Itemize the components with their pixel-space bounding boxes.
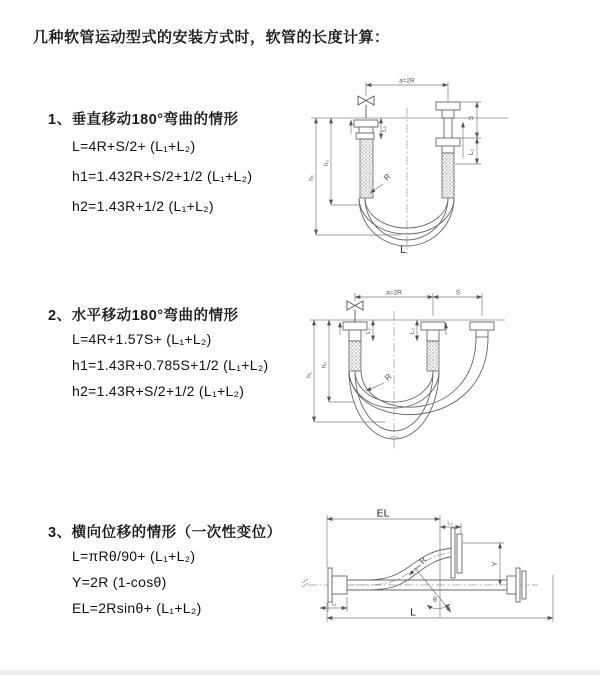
- radius-label: R: [417, 555, 429, 566]
- dim-label-l1: L₁: [365, 328, 372, 334]
- section-2-formula-h1: h1=1.43R+0.785S+1/2 (L₁+L₂): [72, 357, 269, 373]
- radius-leader: [366, 383, 384, 391]
- dim-label-h1: h₁: [308, 175, 315, 181]
- section-1-formula-L: L=4R+S/2+ (L₁+L₂): [72, 138, 196, 154]
- angle-label: θ: [433, 597, 437, 604]
- dim-label-h2: h₂: [323, 159, 330, 167]
- page-bottom-edge: [0, 670, 600, 675]
- section-2-formula-L: L=4R+1.57S+ (L₁+L₂): [72, 331, 212, 347]
- dim-label-y: Y: [490, 561, 499, 567]
- theta-arc: [427, 604, 450, 609]
- section-2-formula-h2: h2=1.43R+S/2+1/2 (L₁+L₂): [72, 383, 245, 399]
- section-1-formula-h2: h2=1.43R+1/2 (L₁+L₂): [72, 198, 214, 214]
- dim-label-l: L: [410, 606, 416, 619]
- radius-label: R: [383, 372, 394, 383]
- dim-label-l2: L₂: [468, 148, 475, 156]
- section-1-heading: 1、垂直移动180°弯曲的情形: [48, 112, 239, 128]
- radius-label: R: [382, 172, 393, 183]
- dim-label-h2: h₂: [321, 361, 328, 369]
- section-3-formula-EL: EL=2Rsinθ+ (L₁+L₂): [72, 600, 202, 616]
- hose-curves: [349, 337, 488, 439]
- section-3-heading: 3、横向位移的情形（一次性变位）: [48, 525, 282, 541]
- dim-label-a2r: a=2R: [399, 77, 415, 85]
- diagram-lateral-displacement: [295, 505, 595, 665]
- valve-icon: [347, 301, 363, 322]
- dim-label-l2: L₂: [409, 327, 416, 335]
- centerline-break-mark: [302, 579, 308, 587]
- dim-label-l1: L₁: [380, 126, 388, 132]
- dim-label-a2r: a=2R: [386, 289, 402, 297]
- valve-icon: [358, 96, 374, 118]
- dim-label-l1: L₁: [331, 601, 337, 608]
- section-3-formula-L: L=πRθ/90+ (L₁+L₂): [72, 548, 196, 564]
- dimension-lines: [314, 293, 482, 422]
- diagram-vertical-180-bend: [303, 72, 583, 257]
- section-1-formula-h1: h1=1.432R+S/2+1/2 (L₁+L₂): [72, 168, 253, 184]
- page-title: 几种软管运动型式的安装方式时，软管的长度计算：: [33, 29, 390, 46]
- diagram-horizontal-180-bend: [300, 283, 590, 458]
- dim-label-h1: h₁: [306, 372, 313, 378]
- hose-walls: [347, 548, 507, 590]
- dim-label-s: S: [455, 289, 461, 297]
- dim-label-el: EL: [376, 507, 390, 520]
- section-3-formula-Y: Y=2R (1-cosθ): [72, 574, 167, 590]
- section-2-heading: 2、水平移动180°弯曲的情形: [48, 308, 239, 324]
- length-label: L: [399, 244, 407, 256]
- dim-label-s: S: [468, 115, 475, 121]
- dim-label-l2: L₂: [447, 520, 453, 527]
